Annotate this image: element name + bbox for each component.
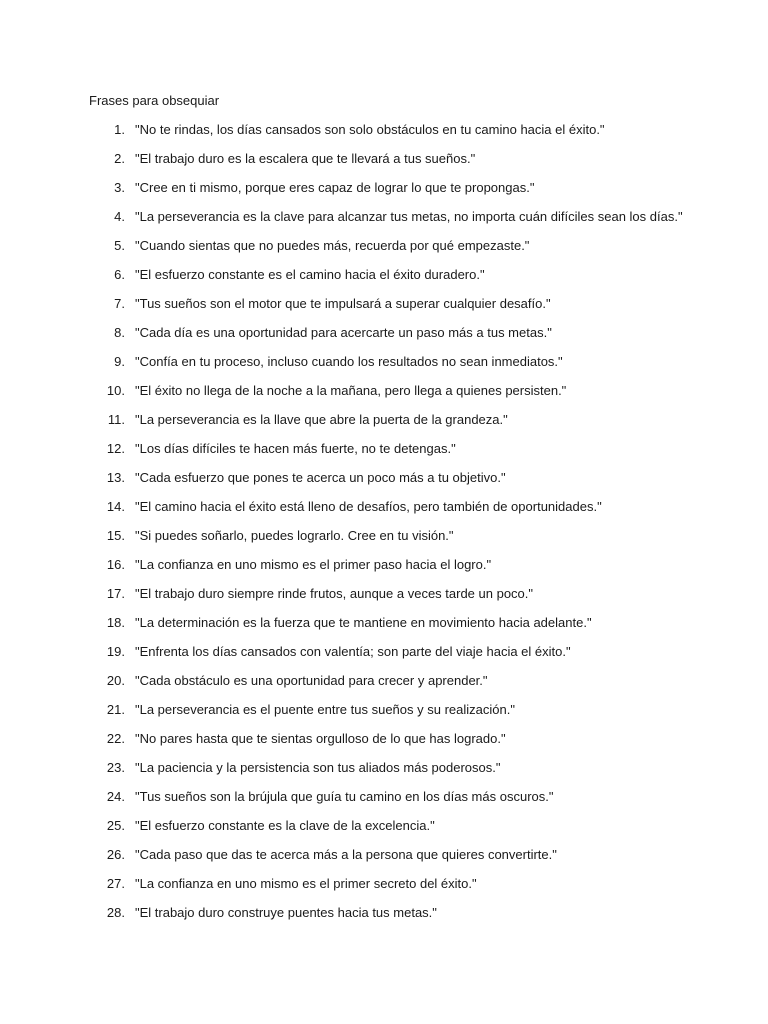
list-item-text: "La determinación es la fuerza que te mantiene en movimiento hacia adelante." — [135, 615, 592, 630]
list-item-text: "Si puedes soñarlo, puedes lograrlo. Cree en tu visión." — [135, 528, 454, 543]
list-item-text: "Cada paso que das te acerca más a la persona que quieres convertirte." — [135, 847, 557, 862]
list-item-text: "Cuando sientas que no puedes más, recuerda por qué empezaste." — [135, 238, 530, 253]
list-item — [0, 410, 768, 439]
list-item-number: 2. — [114, 151, 125, 166]
list-item — [0, 729, 768, 758]
list-item — [0, 294, 768, 323]
list-item-number: 11. — [107, 412, 125, 427]
list-item-number: 3. — [114, 180, 125, 195]
list-item-number: 10. — [106, 383, 125, 398]
list-item-number: 6. — [114, 267, 125, 282]
list-item-number: 14. — [106, 499, 125, 514]
list-item-text: "El trabajo duro construye puentes hacia tus metas." — [135, 905, 437, 920]
list-item-text: "El esfuerzo constante es la clave de la excelencia." — [135, 818, 435, 833]
list-item-number: 7. — [114, 296, 125, 311]
list-item — [0, 468, 768, 497]
list-item-number: 21. — [106, 702, 125, 717]
list-item-text: "La perseverancia es la llave que abre la puerta de la grandeza." — [135, 412, 508, 427]
document-title: Frases para obsequiar — [89, 93, 220, 108]
list-item-text: "La confianza en uno mismo es el primer secreto del éxito." — [135, 876, 477, 891]
list-item — [0, 526, 768, 555]
list-item-number: 25. — [106, 818, 125, 833]
list-item-text: "El camino hacia el éxito está lleno de desafíos, pero también de oportunidades." — [135, 499, 602, 514]
list-item-text: "Enfrenta los días cansados con valentía; son parte del viaje hacia el éxito." — [135, 644, 571, 659]
list-item — [0, 555, 768, 584]
list-item — [0, 178, 768, 207]
list-item — [0, 149, 768, 178]
list-item — [0, 265, 768, 294]
list-item-text: "La confianza en uno mismo es el primer paso hacia el logro." — [135, 557, 492, 572]
list-item-text: "No pares hasta que te sientas orgulloso de lo que has logrado." — [135, 731, 506, 746]
list-item-number: 27. — [106, 876, 125, 891]
list-item-number: 22. — [106, 731, 125, 746]
list-item-text: "Cada día es una oportunidad para acercarte un paso más a tus metas." — [135, 325, 552, 340]
list-item-text: "Los días difíciles te hacen más fuerte, no te detengas." — [135, 441, 456, 456]
list-item-number: 16. — [106, 557, 125, 572]
list-item-number: 26. — [106, 847, 125, 862]
list-item — [0, 584, 768, 613]
list-item — [0, 903, 768, 932]
list-item — [0, 439, 768, 468]
list-item-text: "La paciencia y la persistencia son tus aliados más poderosos." — [135, 760, 501, 775]
list-item-number: 4. — [114, 209, 125, 224]
list-item-number: 13. — [106, 470, 125, 485]
list-item — [0, 787, 768, 816]
list-item — [0, 352, 768, 381]
list-item-number: 15. — [106, 528, 125, 543]
list-item-text: "El esfuerzo constante es el camino hacia el éxito duradero." — [135, 267, 485, 282]
list-item — [0, 845, 768, 874]
list-item-text: "Tus sueños son la brújula que guía tu camino en los días más oscuros." — [135, 789, 554, 804]
list-item — [0, 758, 768, 787]
list-item-number: 9. — [114, 354, 125, 369]
list-item-number: 19. — [106, 644, 125, 659]
list-item-number: 12. — [106, 441, 125, 456]
list-item-number: 28. — [106, 905, 125, 920]
list-item-number: 18. — [106, 615, 125, 630]
list-item — [0, 207, 768, 236]
list-item-text: "Cada esfuerzo que pones te acerca un poco más a tu objetivo." — [135, 470, 506, 485]
list-item-text: "Cada obstáculo es una oportunidad para crecer y aprender." — [135, 673, 488, 688]
list-item-text: "Confía en tu proceso, incluso cuando los resultados no sean inmediatos." — [135, 354, 563, 369]
list-item-text: "No te rindas, los días cansados son solo obstáculos en tu camino hacia el éxito." — [135, 122, 605, 137]
list-item-number: 1. — [114, 122, 125, 137]
list-item-text: "El trabajo duro siempre rinde frutos, aunque a veces tarde un poco." — [135, 586, 534, 601]
list-item-text: "El éxito no llega de la noche a la mañana, pero llega a quienes persisten." — [135, 383, 567, 398]
list-item — [0, 236, 768, 265]
list-item — [0, 671, 768, 700]
list-item — [0, 381, 768, 410]
list-item — [0, 642, 768, 671]
list-item-text: "La perseverancia es la clave para alcanzar tus metas, no importa cuán difíciles sean los días." — [135, 209, 683, 224]
list-item — [0, 120, 768, 149]
list-item-number: 5. — [114, 238, 125, 253]
list-item — [0, 874, 768, 903]
list-item-number: 20. — [106, 673, 125, 688]
list-item — [0, 700, 768, 729]
list-item-text: "La perseverancia es el puente entre tus sueños y su realización." — [135, 702, 515, 717]
list-item — [0, 816, 768, 845]
list-item-number: 17. — [106, 586, 125, 601]
list-item — [0, 613, 768, 642]
list-item-number: 8. — [114, 325, 125, 340]
phrase-list — [0, 120, 768, 932]
list-item-text: "Tus sueños son el motor que te impulsará a superar cualquier desafío." — [135, 296, 551, 311]
list-item — [0, 323, 768, 352]
list-item-number: 24. — [106, 789, 125, 804]
list-item — [0, 497, 768, 526]
list-item-text: "Cree en ti mismo, porque eres capaz de lograr lo que te propongas." — [135, 180, 535, 195]
list-item-number: 23. — [106, 760, 125, 775]
list-item-text: "El trabajo duro es la escalera que te llevará a tus sueños." — [135, 151, 476, 166]
